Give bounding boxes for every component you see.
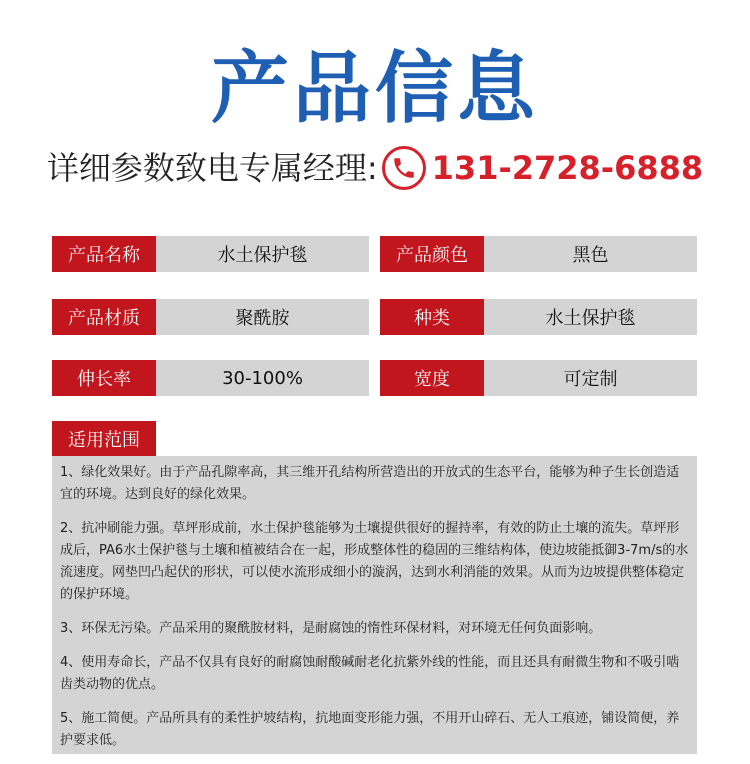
page-title: 产品信息 xyxy=(210,44,539,134)
usage-heading: 适用范围 xyxy=(52,421,156,457)
usage-paragraph: 2、抗冲刷能力强。草坪形成前，水土保护毯能够为土壤提供很好的握持率，有效的防止土壤的流失。草坪形成后，PA6水土保护毯与土壤和植被结合在一起，形成整体性的稳固的三维结构体，使边坡能抵御3-7m/s的水流速度。网垫凹凸起伏的形状，可以使水流形成细小的漩涡，达到水利消能的效果。从而为边坡提供整体稳定的保护环境。 xyxy=(60,521,689,602)
usage-text xyxy=(60,462,690,764)
usage-paragraph: 3、环保无污染。产品采用的聚酰胺材料，是耐腐蚀的惰性环保材料，对环境无任何负面影响。 xyxy=(60,621,602,636)
spec-value: 可定制 xyxy=(484,360,697,396)
spec-row xyxy=(52,299,369,335)
spec-value: 水土保护毯 xyxy=(484,299,697,335)
spec-label: 宽度 xyxy=(380,360,484,396)
spec-value: 黑色 xyxy=(484,236,697,272)
spec-row xyxy=(380,236,697,272)
contact-line xyxy=(0,140,750,196)
spec-label: 产品名称 xyxy=(52,236,156,272)
spec-value: 水土保护毯 xyxy=(156,236,369,272)
contact-label: 详细参数致电专属经理: xyxy=(46,149,378,187)
usage-paragraph: 5、施工简便。产品所具有的柔性护坡结构，抗地面变形能力强，不用开山碎石、无人工痕迹，铺设简便，养护要求低。 xyxy=(60,711,680,748)
usage-box xyxy=(52,456,697,754)
spec-label: 产品材质 xyxy=(52,299,156,335)
spec-label: 种类 xyxy=(380,299,484,335)
spec-row xyxy=(380,299,697,335)
phone-icon-glyph xyxy=(391,155,417,181)
spec-row xyxy=(380,360,697,396)
spec-label: 伸长率 xyxy=(52,360,156,396)
usage-paragraph: 1、绿化效果好。由于产品孔隙率高，其三维开孔结构所营造出的开放式的生态平台，能够为种子生长创造适宜的环境。达到良好的绿化效果。 xyxy=(60,465,680,502)
usage-paragraph: 4、使用寿命长，产品不仅具有良好的耐腐蚀耐酸碱耐老化抗紫外线的性能，而且还具有耐微生物和不吸引啮齿类动物的优点。 xyxy=(60,655,680,692)
spec-row xyxy=(52,236,369,272)
spec-label: 产品颜色 xyxy=(380,236,484,272)
spec-value: 30-100% xyxy=(156,360,369,396)
phone-number[interactable]: 131-2728-6888 xyxy=(431,149,704,187)
spec-row xyxy=(52,360,369,396)
phone-icon xyxy=(382,146,426,190)
spec-value: 聚酰胺 xyxy=(156,299,369,335)
